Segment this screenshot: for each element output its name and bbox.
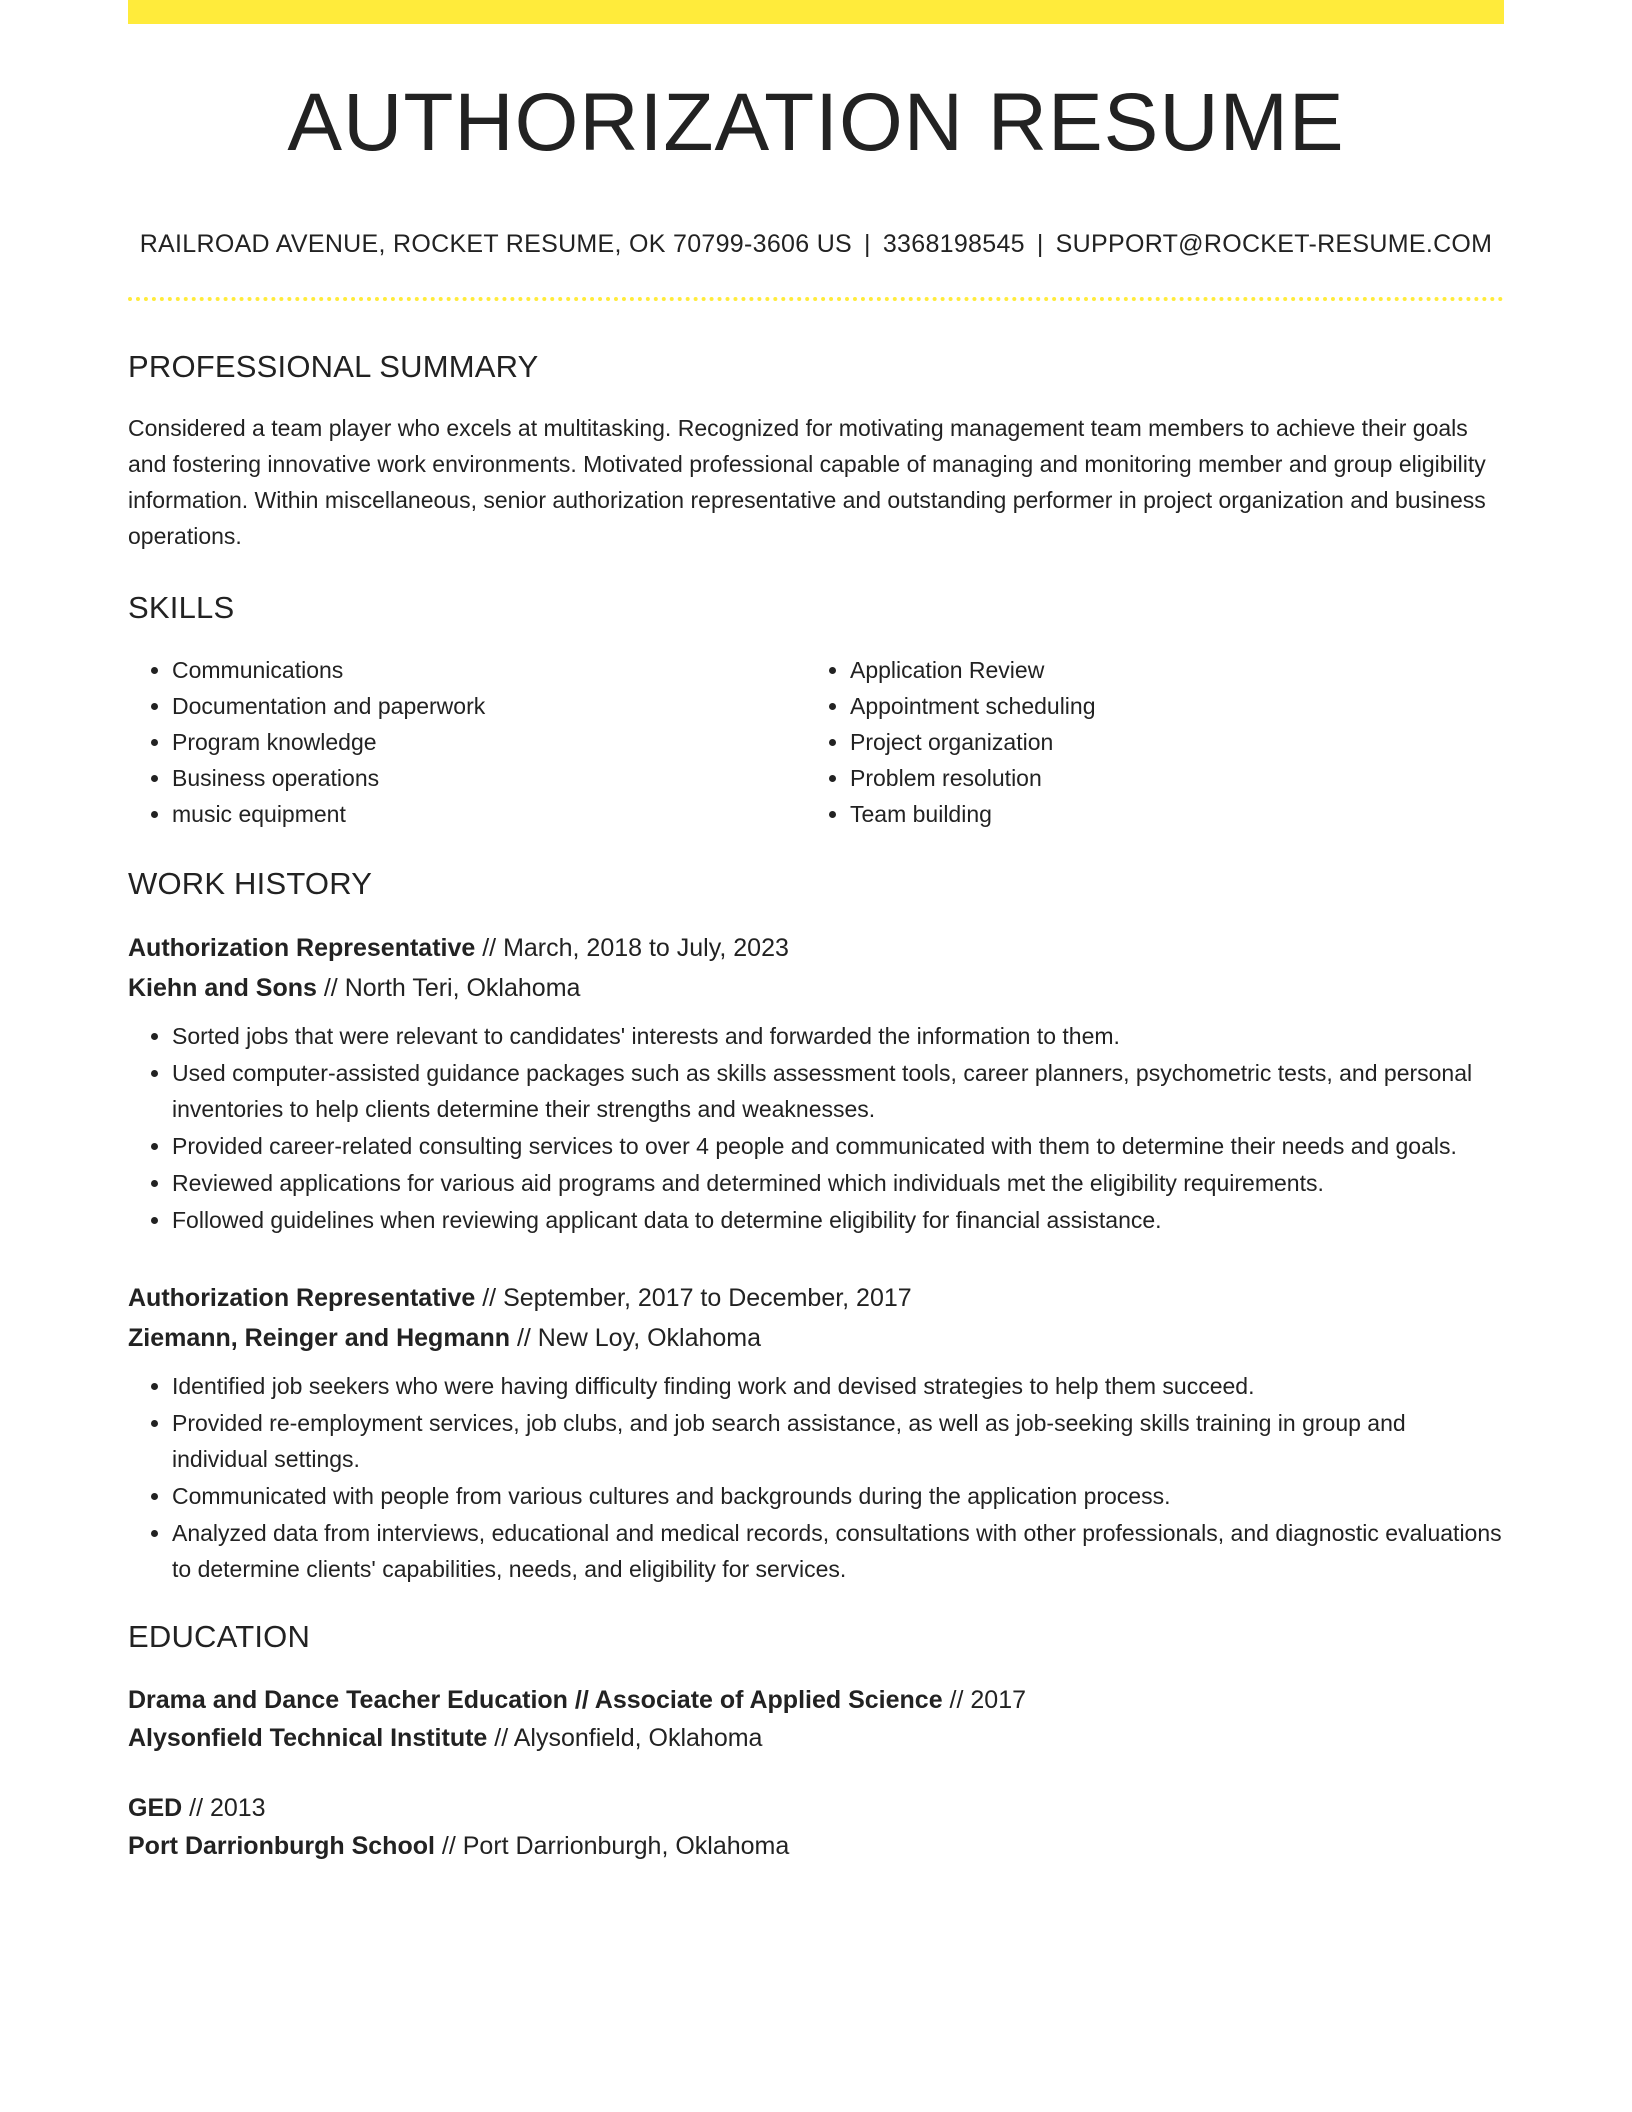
skill-item: • Project organization (850, 724, 1484, 760)
skills-heading: SKILLS (128, 590, 235, 625)
contact-separator: | (1036, 230, 1044, 258)
skill-item: • music equipment (172, 796, 806, 832)
contact-separator: | (864, 230, 871, 258)
work-history-heading: WORK HISTORY (128, 866, 373, 901)
job-company-line (128, 1318, 1504, 1358)
skills-column-right (806, 652, 1484, 832)
job-company: Kiehn and Sons (128, 974, 317, 1002)
job-role: Authorization Representative (128, 934, 476, 962)
job-bullet: • Sorted jobs that were relevant to candidates' interests and forwarded the information to them. (172, 1018, 1504, 1054)
skill-item: • Application Review (850, 652, 1484, 688)
contact-email: SUPPORT@ROCKET-RESUME.COM (1055, 230, 1493, 258)
job-company: Ziemann, Reinger and Hegmann (128, 1324, 511, 1352)
skill-item: • Team building (850, 796, 1484, 832)
education-school-line (128, 1827, 1504, 1865)
education-degree: Drama and Dance Teacher Education // Associate of Applied Science (128, 1686, 943, 1714)
job-location: // North Teri, Oklahoma (316, 974, 581, 1002)
job-dates: // March, 2018 to July, 2023 (475, 934, 789, 962)
resume-page (128, 0, 1504, 1865)
skill-item: • Appointment scheduling (850, 688, 1484, 724)
job-role-line (128, 928, 1504, 968)
resume-title: AUTHORIZATION RESUME (287, 77, 1345, 168)
education-school: Port Darrionburgh School (128, 1832, 435, 1860)
education-year: // 2017 (942, 1686, 1027, 1714)
top-accent-bar (128, 0, 1504, 24)
skill-item: • Documentation and paperwork (172, 688, 806, 724)
skill-item: • Program knowledge (172, 724, 806, 760)
skill-item: • Business operations (172, 760, 806, 796)
job-entry (128, 928, 1504, 1238)
contact-address: RAILROAD AVENUE, ROCKET RESUME, OK 70799-3606 US (139, 230, 853, 258)
contact-line (128, 230, 1504, 259)
job-bullet: • Followed guidelines when reviewing applicant data to determine eligibility for financial assistance. (172, 1202, 1504, 1238)
job-location: // New Loy, Oklahoma (510, 1324, 762, 1352)
education-school: Alysonfield Technical Institute (128, 1724, 488, 1752)
education-location: // Alysonfield, Oklahoma (487, 1724, 763, 1752)
job-bullet: • Provided career-related consulting services to over 4 people and communicated with them to determine their needs and goals. (172, 1128, 1504, 1164)
job-bullet: • Analyzed data from interviews, educational and medical records, consultations with other professionals, and diagnostic evaluations to determine clients' capabilities, needs, and eligibility for services. (172, 1515, 1504, 1587)
job-company-line (128, 968, 1504, 1008)
summary-text: Considered a team player who excels at multitasking. Recognized for motivating management team members to achieve their goals and fostering innovative work environments. Motivated professional capable of managing and monitoring member and group eligibility information. Within miscellaneous, senior authorization representative and outstanding performer in project organization and business operations. (128, 415, 1486, 549)
job-entry (128, 1278, 1504, 1587)
job-role-line (128, 1278, 1504, 1318)
education-degree: GED (128, 1794, 183, 1822)
contact-phone: 3368198545 (882, 230, 1025, 258)
education-location: // Port Darrionburgh, Oklahoma (434, 1832, 790, 1860)
job-bullet: • Identified job seekers who were having difficulty finding work and devised strategies to help them succeed. (172, 1368, 1504, 1404)
education-year: // 2013 (182, 1794, 266, 1822)
job-bullet: • Provided re-employment services, job clubs, and job search assistance, as well as job-seeking skills training in group and individual settings. (172, 1405, 1504, 1477)
education-school-line (128, 1719, 1504, 1757)
skills-column-left (128, 652, 806, 832)
education-degree-line (128, 1789, 1504, 1827)
job-bullet: • Used computer-assisted guidance packages such as skills assessment tools, career planners, psychometric tests, and personal inventories to help clients determine their strengths and weaknesses. (172, 1055, 1504, 1127)
summary-heading: PROFESSIONAL SUMMARY (128, 349, 539, 384)
job-role: Authorization Representative (128, 1284, 476, 1312)
skill-item: • Problem resolution (850, 760, 1484, 796)
education-entry (128, 1789, 1504, 1865)
job-bullet: • Communicated with people from various cultures and backgrounds during the application process. (172, 1478, 1504, 1514)
job-bullet: • Reviewed applications for various aid programs and determined which individuals met the eligibility requirements. (172, 1165, 1504, 1201)
skills-list (128, 652, 1504, 832)
dotted-divider (128, 297, 1504, 301)
education-heading: EDUCATION (128, 1619, 311, 1654)
skill-item: • Communications (172, 652, 806, 688)
education-degree-line (128, 1681, 1504, 1719)
job-dates: // September, 2017 to December, 2017 (475, 1284, 912, 1312)
job-bullets (128, 1368, 1504, 1587)
education-entry (128, 1681, 1504, 1757)
job-bullets (128, 1018, 1504, 1238)
